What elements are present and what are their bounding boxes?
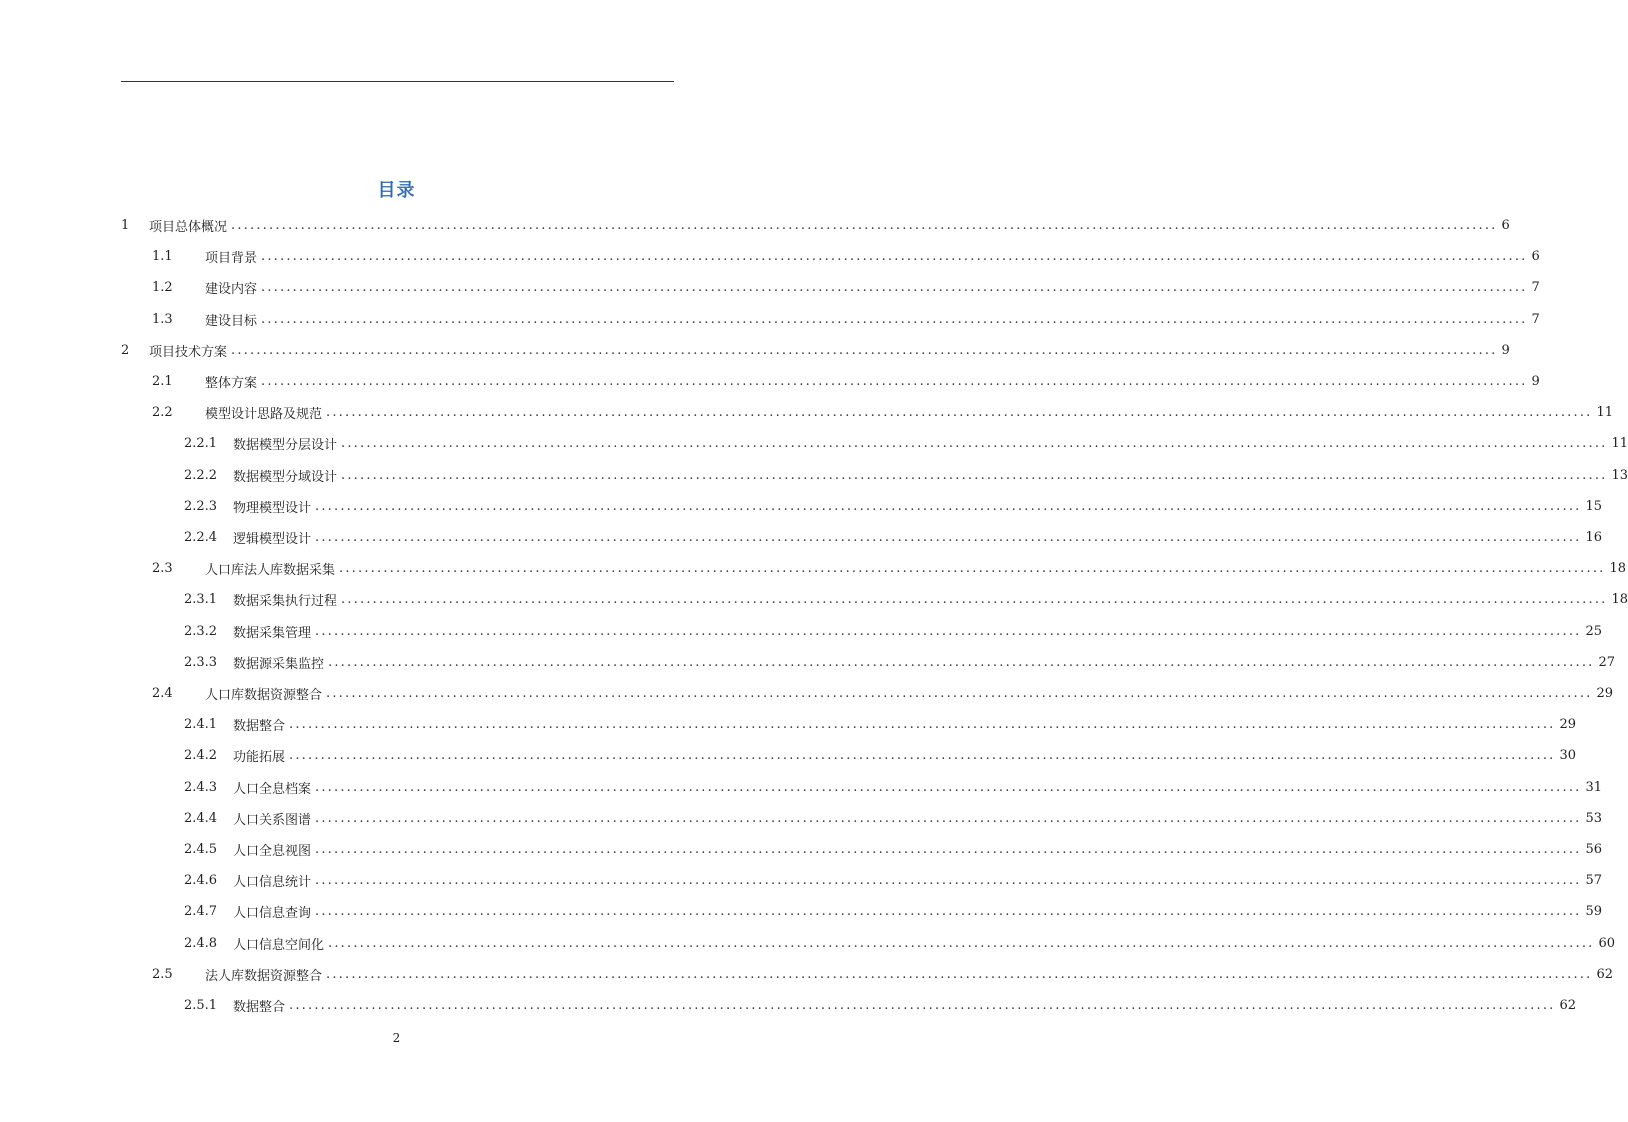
toc-entry-page: 59 xyxy=(1585,904,1603,920)
toc-entry[interactable] xyxy=(184,584,1628,615)
dot-leader: ........................................................................................................................................................................................................ xyxy=(289,717,1556,733)
page-number: 2 xyxy=(392,1031,401,1045)
toc-entry[interactable] xyxy=(184,709,1577,740)
dot-leader: ........................................................................................................................................................................................................ xyxy=(315,873,1582,889)
toc-entry[interactable] xyxy=(184,803,1603,834)
dot-leader: ........................................................................................................................................................................................................ xyxy=(341,592,1608,608)
toc-entry-number: 2.2.4 xyxy=(184,530,218,545)
dot-leader: ........................................................................................................................................................................................................ xyxy=(315,779,1582,795)
toc-entry[interactable] xyxy=(152,678,1614,709)
toc-entry-title: 人口信息查询 xyxy=(233,906,312,922)
dot-leader: ........................................................................................................................................................................................................ xyxy=(341,467,1608,483)
toc-entry-page: 18 xyxy=(1609,561,1627,577)
toc-entry-number: 2.5 xyxy=(152,966,173,982)
toc-entry[interactable] xyxy=(152,959,1614,990)
toc-title: 目录 xyxy=(377,180,416,201)
toc-entry[interactable] xyxy=(184,865,1603,896)
toc-entry[interactable] xyxy=(184,616,1603,647)
toc-entry-title: 数据整合 xyxy=(233,719,286,735)
toc-entry-number: 2 xyxy=(121,342,130,358)
toc-entry-title: 数据模型分层设计 xyxy=(233,438,338,454)
toc-entry[interactable] xyxy=(184,491,1603,522)
dot-leader: ........................................................................................................................................................................................................ xyxy=(315,842,1582,857)
toc-entry-number: 1.2 xyxy=(152,280,173,296)
toc-entry-page: 25 xyxy=(1585,623,1603,639)
toc-entry-page: 15 xyxy=(1585,498,1603,514)
toc-entry-title: 人口全息档案 xyxy=(233,781,312,797)
dot-leader: ........................................................................................................................................................................................................ xyxy=(261,249,1528,265)
toc-entry-page: 57 xyxy=(1585,873,1603,889)
dot-leader: ........................................................................................................................................................................................................ xyxy=(328,654,1595,670)
toc-entry-number: 2.4 xyxy=(152,686,173,701)
dot-leader: ........................................................................................................................................................................................................ xyxy=(326,405,1593,421)
toc-entry-page: 53 xyxy=(1585,810,1603,826)
toc-entry-number: 2.4.1 xyxy=(184,717,218,733)
toc-entry-page: 30 xyxy=(1559,748,1577,764)
toc-entry-title: 人口信息统计 xyxy=(233,875,312,891)
toc-entry[interactable] xyxy=(152,272,1540,303)
toc-entry-title: 物理模型设计 xyxy=(233,500,312,516)
toc-entry-page: 31 xyxy=(1585,779,1603,795)
dot-leader: ........................................................................................................................................................................................................ xyxy=(289,748,1556,764)
toc-entry-page: 13 xyxy=(1611,467,1628,483)
toc-entry-page: 7 xyxy=(1531,311,1540,327)
toc-entry[interactable] xyxy=(184,990,1577,1021)
toc-entry-number: 2.2.3 xyxy=(184,498,218,514)
toc-entry-title: 模型设计思路及规范 xyxy=(205,407,323,423)
toc-entry-page: 9 xyxy=(1501,342,1510,358)
toc-entry-page: 6 xyxy=(1501,218,1510,233)
toc-entry-number: 2.4.4 xyxy=(184,810,218,826)
toc-entry-number: 1.1 xyxy=(152,249,173,265)
toc-entry-title: 人口信息空间化 xyxy=(233,937,325,953)
toc-entry[interactable] xyxy=(184,834,1603,865)
toc-entry[interactable] xyxy=(184,740,1577,771)
toc-entry[interactable] xyxy=(184,772,1603,803)
toc-entry-title: 项目背景 xyxy=(205,251,258,267)
toc-entry-page: 29 xyxy=(1596,686,1614,701)
dot-leader: ........................................................................................................................................................................................................ xyxy=(261,374,1528,389)
dot-leader: ........................................................................................................................................................................................................ xyxy=(315,530,1582,545)
toc-entry-title: 数据模型分域设计 xyxy=(233,469,338,485)
toc-entry-title: 数据源采集监控 xyxy=(233,656,325,672)
toc-entry-title: 人口全息视图 xyxy=(233,844,312,859)
toc-entry-title: 数据采集管理 xyxy=(233,625,312,641)
toc-entry[interactable] xyxy=(152,553,1627,584)
toc-entry-number: 2.3.2 xyxy=(184,623,218,639)
dot-leader: ........................................................................................................................................................................................................ xyxy=(341,436,1608,452)
toc-entry-number: 2.3.3 xyxy=(184,654,218,670)
toc-entry-title: 项目技术方案 xyxy=(149,344,228,360)
toc-entry-page: 62 xyxy=(1559,998,1577,1013)
toc-entry-title: 建设内容 xyxy=(205,282,258,298)
toc-entry-title: 人口关系图谱 xyxy=(233,812,312,828)
dot-leader: ........................................................................................................................................................................................................ xyxy=(339,561,1606,577)
toc-entry-title: 项目总体概况 xyxy=(149,220,228,235)
toc-entry-title: 人口库法人库数据采集 xyxy=(205,563,336,579)
dot-leader: ........................................................................................................................................................................................................ xyxy=(315,810,1582,826)
toc-entry-page: 29 xyxy=(1559,717,1577,733)
toc-entry-title: 功能拓展 xyxy=(233,750,286,766)
toc-entry-page: 11 xyxy=(1596,405,1614,421)
toc-entry-number: 2.4.3 xyxy=(184,779,218,795)
dot-leader: ........................................................................................................................................................................................................ xyxy=(315,623,1582,639)
toc-entry[interactable] xyxy=(184,522,1603,553)
toc-entry-number: 2.3 xyxy=(152,561,173,577)
toc-entry-number: 2.1 xyxy=(152,374,173,389)
toc-entry-number: 1.3 xyxy=(152,311,173,327)
toc-entry-page: 6 xyxy=(1531,249,1540,265)
dot-leader: ........................................................................................................................................................................................................ xyxy=(326,686,1593,701)
toc-entry-number: 2.4.5 xyxy=(184,842,218,857)
toc-entry-page: 7 xyxy=(1531,280,1540,296)
toc-entry-page: 60 xyxy=(1598,935,1616,951)
toc-entry-page: 11 xyxy=(1611,436,1628,452)
toc-entry[interactable] xyxy=(152,304,1540,335)
toc-entry-number: 2.2.1 xyxy=(184,436,218,452)
dot-leader: ........................................................................................................................................................................................................ xyxy=(326,966,1593,982)
toc-entry-title: 数据整合 xyxy=(233,1000,286,1015)
toc-entry[interactable] xyxy=(184,896,1603,927)
toc-entry-page: 9 xyxy=(1531,374,1540,389)
toc-entry[interactable] xyxy=(184,428,1628,459)
toc-entry-page: 62 xyxy=(1596,966,1614,982)
toc-entry[interactable] xyxy=(184,647,1616,678)
toc-entry-title: 整体方案 xyxy=(205,376,258,391)
header-rule xyxy=(121,81,674,82)
dot-leader: ........................................................................................................................................................................................................ xyxy=(315,904,1582,920)
toc-entry-page: 16 xyxy=(1585,530,1603,545)
dot-leader: ........................................................................................................................................................................................................ xyxy=(261,311,1528,327)
toc-entry-number: 2.3.1 xyxy=(184,592,218,608)
toc-entry-number: 2.4.6 xyxy=(184,873,218,889)
toc-entry-number: 2.2.2 xyxy=(184,467,218,483)
toc-entry[interactable] xyxy=(184,928,1616,959)
toc-entry[interactable] xyxy=(152,397,1614,428)
dot-leader: ........................................................................................................................................................................................................ xyxy=(231,342,1498,358)
toc-entry-title: 数据采集执行过程 xyxy=(233,594,338,610)
toc-entry-number: 1 xyxy=(121,218,130,233)
toc-entry-number: 2.4.2 xyxy=(184,748,218,764)
dot-leader: ........................................................................................................................................................................................................ xyxy=(261,280,1528,296)
toc-entry[interactable] xyxy=(184,460,1628,491)
toc-entry-title: 法人库数据资源整合 xyxy=(205,968,323,984)
toc-entry[interactable] xyxy=(152,241,1540,272)
toc-entry-page: 18 xyxy=(1611,592,1628,608)
dot-leader: ........................................................................................................................................................................................................ xyxy=(289,998,1556,1013)
toc-entry-title: 逻辑模型设计 xyxy=(233,532,312,547)
dot-leader: ........................................................................................................................................................................................................ xyxy=(328,935,1595,951)
toc-entry-title: 建设目标 xyxy=(205,313,258,329)
toc-entry-number: 2.4.7 xyxy=(184,904,218,920)
toc-entry-title: 人口库数据资源整合 xyxy=(205,688,323,703)
toc-entry[interactable] xyxy=(121,210,1510,241)
toc-entry-number: 2.5.1 xyxy=(184,998,218,1013)
toc-entry[interactable] xyxy=(121,335,1510,366)
dot-leader: ........................................................................................................................................................................................................ xyxy=(315,498,1582,514)
toc-entry-page: 27 xyxy=(1598,654,1616,670)
toc-entry[interactable] xyxy=(152,366,1540,397)
toc-entry-page: 56 xyxy=(1585,842,1603,857)
dot-leader: ........................................................................................................................................................................................................ xyxy=(231,218,1498,233)
toc-entry-number: 2.2 xyxy=(152,405,173,421)
toc-entry-number: 2.4.8 xyxy=(184,935,218,951)
